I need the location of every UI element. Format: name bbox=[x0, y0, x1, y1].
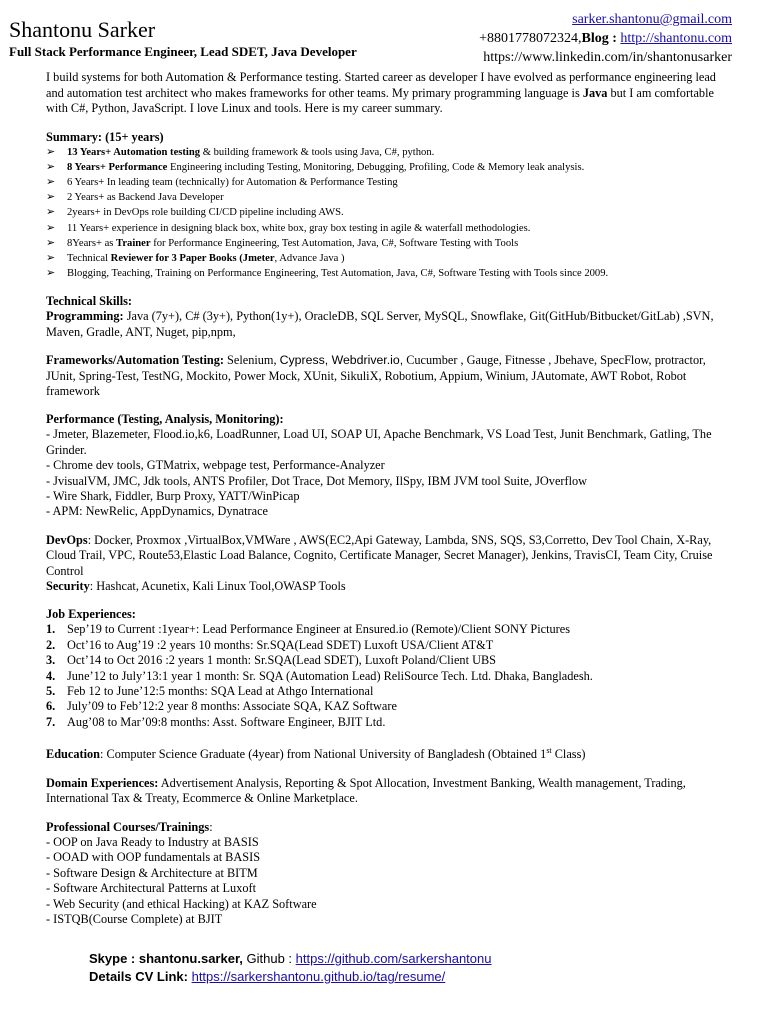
domain-text: Advertisement Analysis, Reporting & Spot Allocation, Investment Banking, Wealth management, Trading, International Tax & Treaty, Ecommerce & Online Marketplace. bbox=[46, 775, 686, 806]
education-sup: st bbox=[546, 746, 552, 756]
arrowhead-bullet-icon: ➢ bbox=[46, 236, 56, 249]
cv-label: Details CV Link: bbox=[89, 969, 188, 984]
security-label: Security bbox=[46, 579, 90, 594]
job-item bbox=[46, 684, 736, 699]
programming-label: Programming: bbox=[46, 309, 124, 324]
course-item: - Software Design & Architecture at BITM bbox=[46, 865, 258, 880]
summary-item-text: 2 Years+ as Backend Java Developer bbox=[67, 192, 224, 204]
programming-text: Java (7y+), C# (3y+), Python(1y+), OracleDB, SQL Server, MySQL, Snowflake, Git(GitHub/Bitbucket/GitLab) ,SVN, Maven, Gradle, ANT, Nuget, pip,npm, bbox=[46, 309, 714, 339]
arrowhead-bullet-icon: ➢ bbox=[46, 206, 56, 219]
frameworks-text-b: Cypress, Webdriver.io, bbox=[279, 353, 404, 368]
summary-item-bold: Reviewer for 3 Paper Books (Jmeter bbox=[110, 252, 275, 264]
summary-item-text: , Advance Java ) bbox=[274, 252, 345, 264]
skills-heading: Technical Skills: bbox=[46, 294, 132, 309]
courses-heading bbox=[46, 820, 736, 835]
contact-block bbox=[479, 10, 732, 67]
job-item bbox=[46, 622, 736, 637]
phone-number: +8801778072324, bbox=[479, 31, 582, 46]
course-item: - Web Security (and ethical Hacking) at KAZ Software bbox=[46, 896, 317, 911]
frameworks-label: Frameworks/Automation Testing: bbox=[46, 353, 224, 368]
course-item: - Software Architectural Patterns at Luxoft bbox=[46, 881, 257, 896]
summary-item-text: 2years+ in DevOps role building CI/CD pipeline including AWS. bbox=[67, 207, 344, 219]
performance-list bbox=[46, 427, 736, 519]
domain-line bbox=[46, 776, 736, 807]
github-link[interactable]: https://github.com/sarkershantonu bbox=[295, 951, 492, 966]
arrowhead-bullet-icon: ➢ bbox=[46, 191, 56, 204]
skype-label: Skype : shantonu.sarker, bbox=[89, 951, 243, 966]
course-item: - OOAD with OOP fundamentals at BASIS bbox=[46, 850, 261, 865]
job-number: 3. bbox=[46, 653, 56, 668]
summary-item bbox=[46, 251, 736, 266]
summary-item bbox=[46, 190, 736, 205]
intro-java: Java bbox=[582, 85, 608, 100]
courses-title: Professional Courses/Trainings bbox=[46, 819, 210, 834]
candidate-name: Shantonu Sarker bbox=[9, 17, 156, 42]
performance-item: - Wire Shark, Fiddler, Burp Proxy, YATT/WinPicap bbox=[46, 488, 300, 503]
job-text: June’12 to July’13:1 year 1 month: Sr. SQA (Automation Lead) ReliSource Tech. Ltd. Dhaka, Bangladesh. bbox=[67, 668, 593, 683]
performance-item: - Jmeter, Blazemeter, Flood.io,k6, LoadRunner, Load UI, SOAP UI, Apache Benchmark, VS Load Test, Junit Benchmark, Gatling, The Grinder. bbox=[46, 427, 712, 457]
arrowhead-bullet-icon: ➢ bbox=[46, 160, 56, 173]
email-link[interactable]: sarker.shantonu@gmail.com bbox=[572, 12, 732, 27]
job-number: 6. bbox=[46, 699, 56, 714]
course-item: - ISTQB(Course Complete) at BJIT bbox=[46, 912, 223, 927]
performance-item: - JvisualVM, JMC, Jdk tools, ANTS Profiler, Dot Trace, Dot Memory, IlSpy, IBM JVM tool Suite, JOverflow bbox=[46, 473, 588, 488]
education-label: Education bbox=[46, 747, 100, 762]
job-text: Sep’19 to Current :1year+: Lead Performance Engineer at Ensured.io (Remote)/Client SONY Pictures bbox=[67, 622, 570, 637]
summary-item-bold: Trainer bbox=[116, 237, 151, 249]
summary-item-prefix: 8Years+ as bbox=[67, 237, 117, 249]
devops-label: DevOps bbox=[46, 532, 88, 547]
summary-item-text: & building framework & tools using Java, C#, python. bbox=[200, 146, 435, 158]
job-item bbox=[46, 653, 736, 668]
courses-list bbox=[46, 835, 736, 927]
frameworks-text-a: Selenium, bbox=[223, 353, 280, 368]
job-number: 1. bbox=[46, 622, 56, 637]
job-item bbox=[46, 715, 736, 730]
summary-list bbox=[46, 145, 736, 282]
summary-item-text: for Performance Engineering, Test Automation, Java, C#, Software Testing with Tools bbox=[150, 237, 519, 249]
summary-item bbox=[46, 175, 736, 190]
job-item bbox=[46, 638, 736, 653]
courses-colon: : bbox=[209, 819, 213, 834]
job-text: July’09 to Feb’12:2 year 8 months: Associate SQA, KAZ Software bbox=[67, 699, 397, 714]
performance-item: - Chrome dev tools, GTMatrix, webpage test, Performance-Analyzer bbox=[46, 458, 385, 473]
summary-heading: Summary: (15+ years) bbox=[46, 129, 164, 144]
education-text: : Computer Science Graduate (4year) from National University of Bangladesh (Obtained 1 bbox=[100, 747, 547, 762]
intro-text-1: I build systems for both Automation & Performance testing. Started career as developer I have evolved as performance engineering lead and automation test architect who makes frameworks for other teams. My primary programming language is bbox=[46, 70, 716, 100]
arrowhead-bullet-icon: ➢ bbox=[46, 145, 56, 158]
job-item bbox=[46, 669, 736, 684]
jobs-heading: Job Experiences: bbox=[46, 607, 136, 622]
programming-skills bbox=[46, 309, 736, 340]
job-text: Oct’16 to Aug’19 :2 years 10 months: Sr.SQA(Lead SDET) Luxoft USA/Client AT&T bbox=[67, 637, 494, 652]
summary-item bbox=[46, 266, 736, 281]
domain-label: Domain Experiences: bbox=[46, 775, 159, 790]
summary-item-text: 6 Years+ In leading team (technically) for Automation & Performance Testing bbox=[67, 176, 398, 188]
blog-label: Blog : bbox=[581, 31, 617, 46]
github-label: Github : bbox=[242, 951, 296, 966]
footer-links bbox=[89, 950, 492, 986]
job-text: Aug’08 to Mar’09:8 months: Asst. Software Engineer, BJIT Ltd. bbox=[67, 714, 386, 729]
security-text: : Hashcat, Acunetix, Kali Linux Tool,OWASP Tools bbox=[89, 579, 346, 594]
resume-body bbox=[46, 70, 736, 927]
job-number: 2. bbox=[46, 637, 56, 652]
arrowhead-bullet-icon: ➢ bbox=[46, 267, 56, 280]
summary-item bbox=[46, 236, 736, 251]
summary-item-text: Blogging, Teaching, Training on Performance Engineering, Test Automation, Java, C#, Software Testing with Tools since 2009. bbox=[67, 268, 609, 280]
summary-item-text: 11 Years+ experience in designing black box, white box, gray box testing in agile & waterfall methodologies. bbox=[67, 222, 531, 234]
frameworks-text-c: Cucumber , Gauge, Fitnesse , Jbehave, SpecFlow, protractor, JUnit, Spring-Test, TestNG, Mockito, Power Mock, XUnit, SikuliX, Robotium, Appium, Winium, JAutomate, AWT Robot, Robot framework bbox=[46, 353, 706, 398]
frameworks-skills bbox=[46, 353, 736, 399]
linkedin-url: https://www.linkedin.com/in/shantonusarker bbox=[483, 50, 732, 65]
education-line bbox=[46, 743, 736, 763]
intro-paragraph bbox=[46, 70, 736, 117]
summary-item bbox=[46, 205, 736, 220]
performance-item: - APM: NewRelic, AppDynamics, Dynatrace bbox=[46, 504, 268, 519]
summary-item-bold: 13 Years+ Automation testing bbox=[67, 146, 201, 158]
summary-item-text: Engineering including Testing, Monitoring, Debugging, Profiling, Code & Memory leak analysis. bbox=[167, 161, 585, 173]
arrowhead-bullet-icon: ➢ bbox=[46, 175, 56, 188]
security-skills bbox=[46, 579, 736, 594]
summary-item bbox=[46, 160, 736, 175]
candidate-title: Full Stack Performance Engineer, Lead SDET, Java Developer bbox=[9, 44, 357, 59]
devops-skills bbox=[46, 533, 736, 579]
job-item bbox=[46, 699, 736, 714]
summary-item bbox=[46, 145, 736, 160]
performance-heading: Performance (Testing, Analysis, Monitoring): bbox=[46, 412, 284, 427]
jobs-list bbox=[46, 622, 736, 730]
job-text: Oct’14 to Oct 2016 :2 years 1 month: Sr.SQA(Lead SDET), Luxoft Poland/Client UBS bbox=[67, 653, 496, 668]
summary-item-prefix: Technical bbox=[67, 252, 111, 264]
devops-text: : Docker, Proxmox ,VirtualBox,VMWare , AWS(EC2,Api Gateway, Lambda, SNS, SQS, S3,Corretto, Dev Tool Chain, X-Ray, Cloud Trail, VPC, Route53,Elastic Load Balance, Cognito, Certificate Manager, Secret Manager), Jenkins, TravisCI, Team City, Cruise Control bbox=[46, 532, 713, 578]
education-tail: Class) bbox=[551, 747, 586, 762]
intro-text-2: but I am comfortable with C#, Python, JavaScript. I love Linux and tools. Here is my career summary. bbox=[46, 85, 714, 115]
blog-link[interactable]: http://shantonu.com bbox=[620, 31, 732, 46]
summary-item bbox=[46, 221, 736, 236]
job-number: 4. bbox=[46, 668, 56, 683]
job-number: 7. bbox=[46, 714, 56, 729]
job-text: Feb 12 to June’12:5 months: SQA Lead at Athgo International bbox=[67, 684, 374, 699]
cv-link[interactable]: https://sarkershantonu.github.io/tag/resume/ bbox=[191, 969, 446, 984]
arrowhead-bullet-icon: ➢ bbox=[46, 251, 56, 264]
job-number: 5. bbox=[46, 684, 56, 699]
summary-item-bold: 8 Years+ Performance bbox=[67, 161, 168, 173]
arrowhead-bullet-icon: ➢ bbox=[46, 221, 56, 234]
course-item: - OOP on Java Ready to Industry at BASIS bbox=[46, 834, 259, 849]
